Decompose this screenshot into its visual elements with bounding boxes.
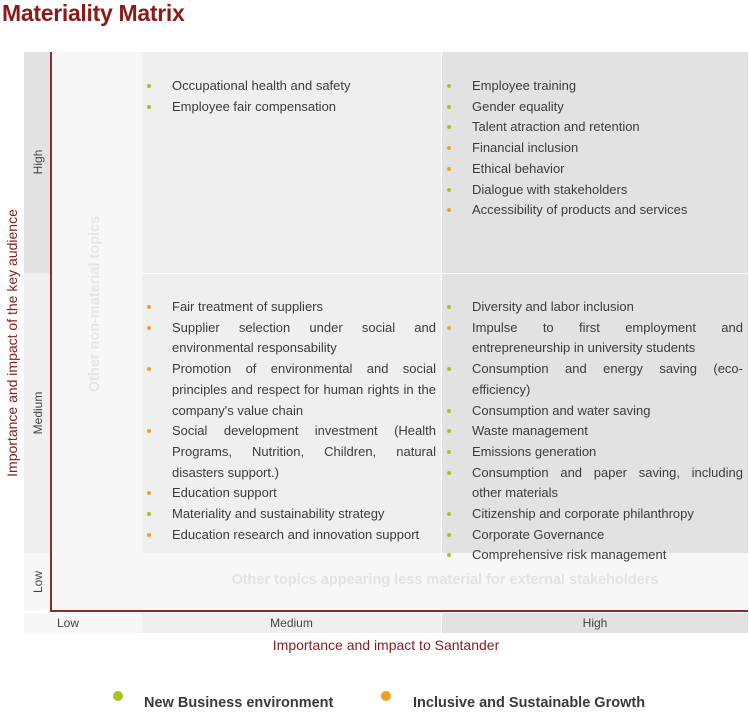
x-axis-line bbox=[50, 610, 748, 612]
page-title: Materiality Matrix bbox=[2, 0, 185, 26]
topic-text: Education research and innovation support bbox=[172, 526, 420, 542]
green-bullet-icon bbox=[447, 533, 451, 537]
topic-text: Ethical behavior bbox=[472, 160, 565, 176]
topic-item bbox=[442, 525, 743, 546]
y-axis-title: Importance and impact of the key audience bbox=[4, 209, 20, 477]
topic-item bbox=[442, 504, 743, 525]
topic-text: Promotion of environmental and social principles and respect for human rights in the company's value chain bbox=[172, 361, 436, 418]
topic-item bbox=[142, 359, 436, 421]
other-less-material-label: Other topics appearing less material for external stakeholders bbox=[231, 572, 659, 588]
topic-list-medium-medium bbox=[142, 297, 436, 545]
topic-item bbox=[442, 463, 743, 504]
topic-item bbox=[142, 525, 436, 546]
legend-label-new-business: New Business environment bbox=[144, 695, 334, 711]
x-axis-title: Importance and impact to Santander bbox=[272, 637, 500, 653]
topic-item bbox=[142, 504, 436, 525]
orange-bullet-icon bbox=[447, 167, 451, 171]
green-bullet-icon bbox=[447, 105, 451, 109]
green-bullet-icon bbox=[147, 105, 151, 109]
orange-bullet-icon bbox=[147, 326, 151, 330]
topic-item bbox=[142, 297, 436, 318]
topic-item bbox=[142, 421, 436, 483]
topic-item bbox=[442, 76, 743, 97]
topic-text: Employee fair compensation bbox=[172, 98, 337, 114]
x-level-low-label: Low bbox=[56, 616, 79, 630]
topic-item bbox=[442, 442, 743, 463]
green-bullet-icon bbox=[447, 125, 451, 129]
orange-bullet-icon bbox=[147, 367, 151, 371]
topic-text: Gender equality bbox=[472, 98, 564, 114]
topic-item bbox=[442, 318, 743, 359]
topic-text: Fair treatment of suppliers bbox=[172, 299, 324, 314]
orange-bullet-icon bbox=[147, 491, 151, 495]
legend-orange-dot bbox=[381, 691, 391, 701]
topic-text: Consumption and energy saving (eco-efficiency) bbox=[472, 361, 743, 397]
topic-text: Occupational health and safety bbox=[172, 78, 351, 93]
orange-bullet-icon bbox=[147, 429, 151, 433]
topic-list-high-medium bbox=[142, 76, 436, 117]
topic-text: Employee training bbox=[472, 78, 577, 93]
topic-text: Emissions generation bbox=[472, 443, 597, 459]
other-non-material-label: Other non-material topics bbox=[87, 215, 103, 393]
green-bullet-icon bbox=[147, 512, 151, 516]
topic-item bbox=[442, 138, 743, 159]
topic-item bbox=[442, 545, 743, 566]
green-bullet-icon bbox=[447, 512, 451, 516]
topic-item bbox=[142, 97, 436, 118]
topic-list-medium-high bbox=[442, 297, 743, 566]
topic-text: Dialogue with stakeholders bbox=[472, 181, 628, 197]
topic-item bbox=[442, 200, 743, 221]
topic-text: Education support bbox=[172, 485, 277, 501]
green-bullet-icon bbox=[447, 450, 451, 454]
topic-text: Accessibility of products and services bbox=[472, 202, 688, 218]
topic-text: Impulse to first employment and entrepreneurship in university students bbox=[472, 319, 743, 356]
topic-item bbox=[442, 159, 743, 180]
topic-text: Financial inclusion bbox=[472, 140, 579, 156]
green-bullet-icon bbox=[447, 429, 451, 433]
x-level-medium-label: Medium bbox=[270, 616, 313, 630]
orange-bullet-icon bbox=[447, 146, 451, 150]
topic-item bbox=[442, 180, 743, 201]
topic-item bbox=[442, 97, 743, 118]
green-bullet-icon bbox=[447, 305, 451, 309]
topic-item bbox=[442, 297, 743, 318]
topic-item bbox=[442, 421, 743, 442]
green-bullet-icon bbox=[447, 553, 451, 557]
y-level-low-label: Low bbox=[31, 571, 45, 594]
orange-bullet-icon bbox=[447, 208, 451, 212]
green-bullet-icon bbox=[447, 409, 451, 413]
green-bullet-icon bbox=[447, 188, 451, 192]
topic-item bbox=[142, 483, 436, 504]
topic-text: Consumption and water saving bbox=[472, 402, 651, 418]
topic-item bbox=[442, 117, 743, 138]
topic-item bbox=[142, 318, 436, 359]
topic-text: Social development investment (Health Programs, Nutrition, Children, natural disasters support.) bbox=[172, 423, 436, 480]
topic-text: Citizenship and corporate philanthropy bbox=[472, 506, 694, 522]
legend-label-inclusive-growth: Inclusive and Sustainable Growth bbox=[413, 695, 646, 711]
topic-item bbox=[442, 359, 743, 400]
y-axis-line bbox=[50, 52, 52, 611]
topic-list-high-high bbox=[442, 76, 743, 221]
topic-text: Materiality and sustainability strategy bbox=[172, 506, 385, 522]
orange-bullet-icon bbox=[447, 326, 451, 330]
topic-text: Talent atraction and retention bbox=[472, 119, 640, 135]
green-bullet-icon bbox=[447, 471, 451, 475]
x-level-high-label: High bbox=[582, 616, 608, 630]
topic-text: Corporate Governance bbox=[472, 526, 605, 542]
topic-text: Supplier selection under social and environmental responsability bbox=[172, 319, 436, 356]
topic-item bbox=[442, 401, 743, 422]
green-bullet-icon bbox=[447, 84, 451, 88]
topic-text: Waste management bbox=[472, 423, 588, 439]
green-bullet-icon bbox=[147, 84, 151, 88]
topic-item bbox=[142, 76, 436, 97]
topic-text: Consumption and paper saving, including other materials bbox=[472, 464, 743, 501]
y-level-medium-label: Medium bbox=[31, 391, 45, 435]
topic-text: Comprehensive risk management bbox=[472, 547, 667, 563]
green-bullet-icon bbox=[447, 367, 451, 371]
legend-green-dot bbox=[113, 691, 123, 701]
y-level-high-label: High bbox=[31, 149, 45, 175]
topic-text: Diversity and labor inclusion bbox=[472, 299, 634, 314]
orange-bullet-icon bbox=[147, 305, 151, 309]
orange-bullet-icon bbox=[147, 533, 151, 537]
